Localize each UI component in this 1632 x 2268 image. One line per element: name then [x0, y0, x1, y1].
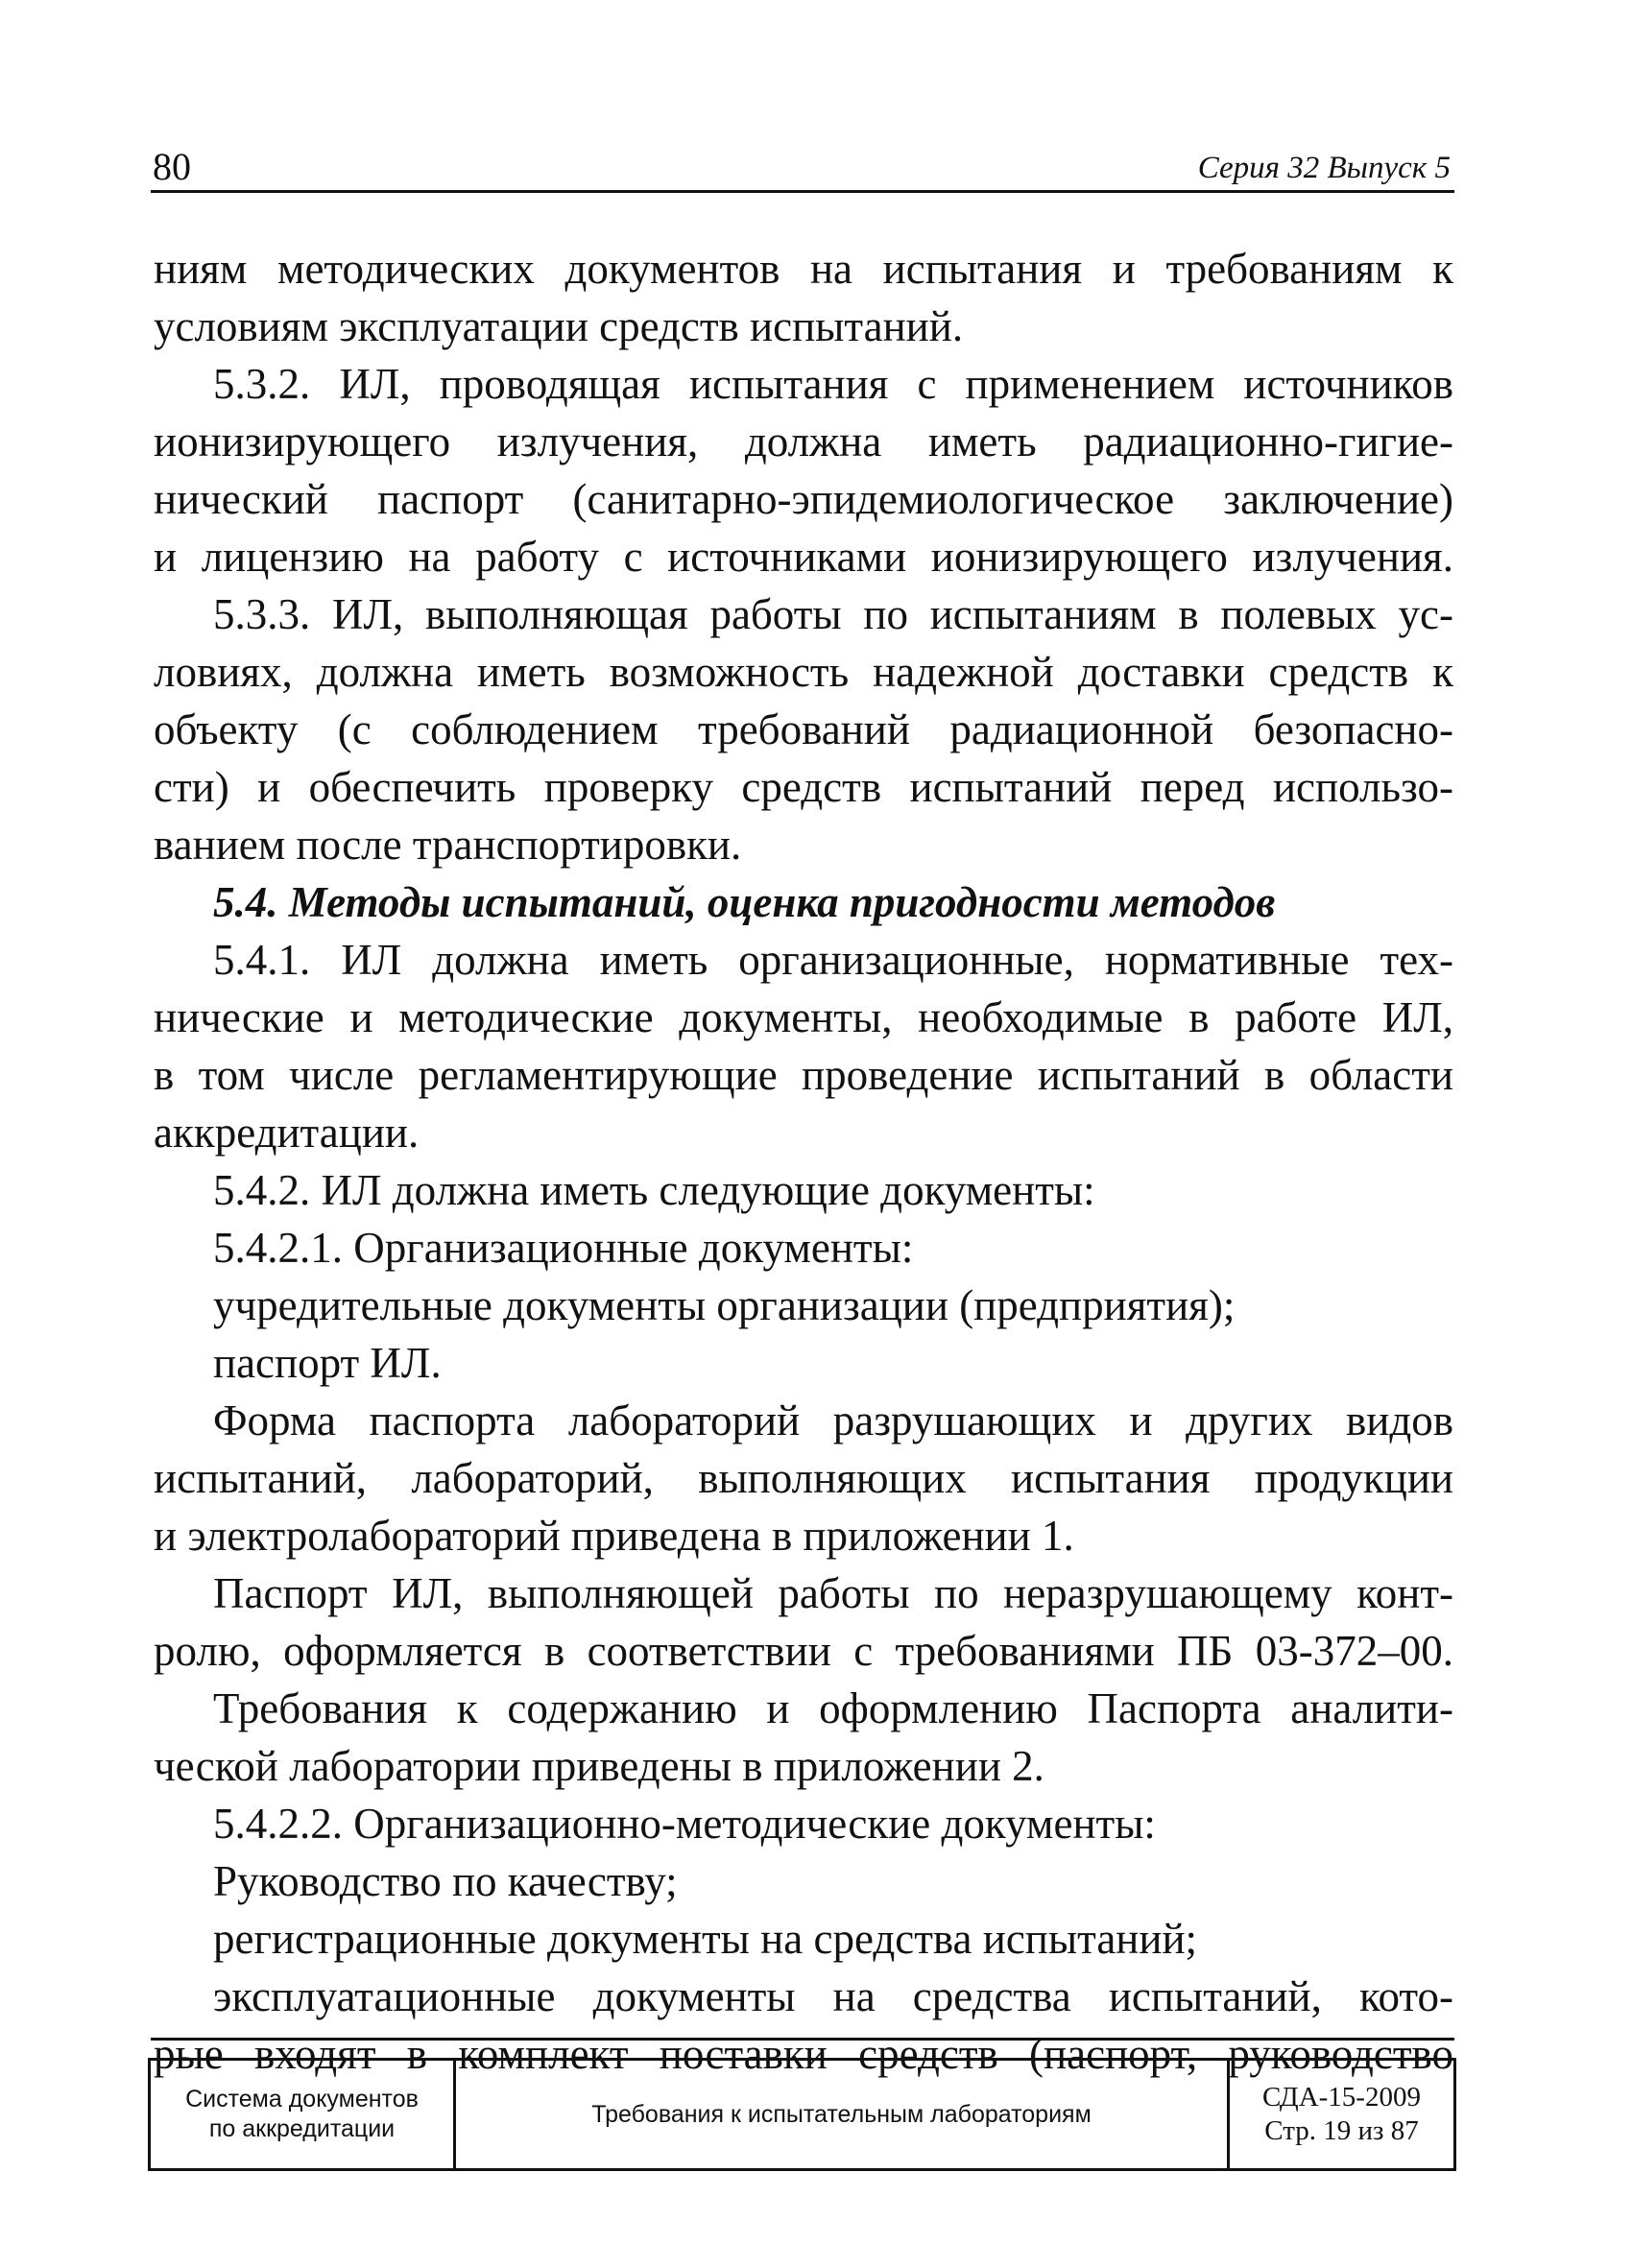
text-line: Руководство по качеству;	[213, 1857, 678, 1905]
footer-page-count: Стр. 19 из 87	[1264, 2115, 1419, 2146]
footer-system-cell	[151, 2061, 456, 2168]
text-line: ловиях, должна иметь возможность надежной доставки средств к	[154, 648, 1453, 696]
footer-code-cell	[1230, 2061, 1453, 2168]
text-line: ионизирующего излучения, должна иметь радиационно-гигие-	[154, 418, 1453, 466]
text-line: объекту (с соблюдением требований радиационной безопасно-	[154, 705, 1453, 753]
text-line: сти) и обеспечить проверку средств испытаний перед использо-	[154, 763, 1453, 811]
text-line: Форма паспорта лабораторий разрушающих и других видов	[213, 1397, 1453, 1444]
series-label: Серия 32 Выпуск 5	[1197, 151, 1451, 185]
text-line: ванием после транспортировки.	[154, 821, 742, 869]
footer-table	[148, 2058, 1456, 2171]
footer-document-code: СДА-15-2009	[1262, 2082, 1421, 2113]
text-line: Паспорт ИЛ, выполняющей работы по неразрушающему конт-	[213, 1569, 1453, 1617]
text-line: 5.4.2.1. Организационные документы:	[213, 1224, 914, 1272]
text-line: эксплуатационные документы на средства испытаний, кото-	[213, 1972, 1453, 2020]
text-line: учредительные документы организации (предприятия);	[213, 1281, 1236, 1329]
footer-title-cell	[456, 2061, 1230, 2168]
text-line: 5.4.2.2. Организационно-методические документы:	[213, 1800, 1156, 1848]
text-line: паспорт ИЛ.	[213, 1339, 442, 1387]
text-line: и лицензию на работу с источниками ионизирующего излучения.	[154, 533, 1453, 581]
footer-document-title: Требования к испытательным лабораториям	[591, 2100, 1092, 2128]
text-line: ролю, оформляется в соответствии с требованиями ПБ 03-372–00.	[154, 1627, 1453, 1675]
text-line: рые входят в комплект поставки средств (паспорт, руководство	[154, 2030, 1453, 2078]
text-line: в том числе регламентирующие проведение испытаний в области	[154, 1051, 1453, 1099]
page-number: 80	[153, 145, 191, 188]
text-line: 5.3.2. ИЛ, проводящая испытания с применением источников	[213, 360, 1453, 408]
body-text	[154, 240, 1453, 2083]
text-line: аккредитации.	[154, 1109, 420, 1157]
text-line: ческой лаборатории приведены в приложении 2.	[154, 1742, 1044, 1790]
text-line: условиям эксплуатации средств испытаний.	[154, 302, 964, 350]
text-line: испытаний, лабораторий, выполняющих испытания продукции	[154, 1454, 1453, 1502]
footer-system-line1: Система документов	[185, 2086, 419, 2113]
footer-system-line2: по аккредитации	[208, 2115, 396, 2142]
text-line: 5.4.2. ИЛ должна иметь следующие документы:	[213, 1166, 1095, 1214]
text-line: и электролабораторий приведена в приложении 1.	[154, 1512, 1074, 1560]
text-line: ниям методических документов на испытания и требованиям к	[154, 245, 1453, 293]
text-line: нический паспорт (санитарно-эпидемиологическое заключение)	[154, 475, 1453, 523]
footer-rule	[151, 2038, 1454, 2041]
text-line: 5.3.3. ИЛ, выполняющая работы по испытаниям в полевых ус-	[213, 590, 1453, 638]
text-line: 5.4.1. ИЛ должна иметь организационные, нормативные тех-	[213, 936, 1453, 984]
text-line: нические и методические документы, необходимые в работе ИЛ,	[154, 993, 1453, 1041]
text-line: регистрационные документы на средства испытаний;	[213, 1915, 1198, 1963]
section-heading: 5.4. Методы испытаний, оценка пригодности методов	[213, 878, 1276, 926]
text-line: Требования к содержанию и оформлению Паспорта аналити-	[213, 1684, 1453, 1732]
page-header	[151, 142, 1454, 193]
